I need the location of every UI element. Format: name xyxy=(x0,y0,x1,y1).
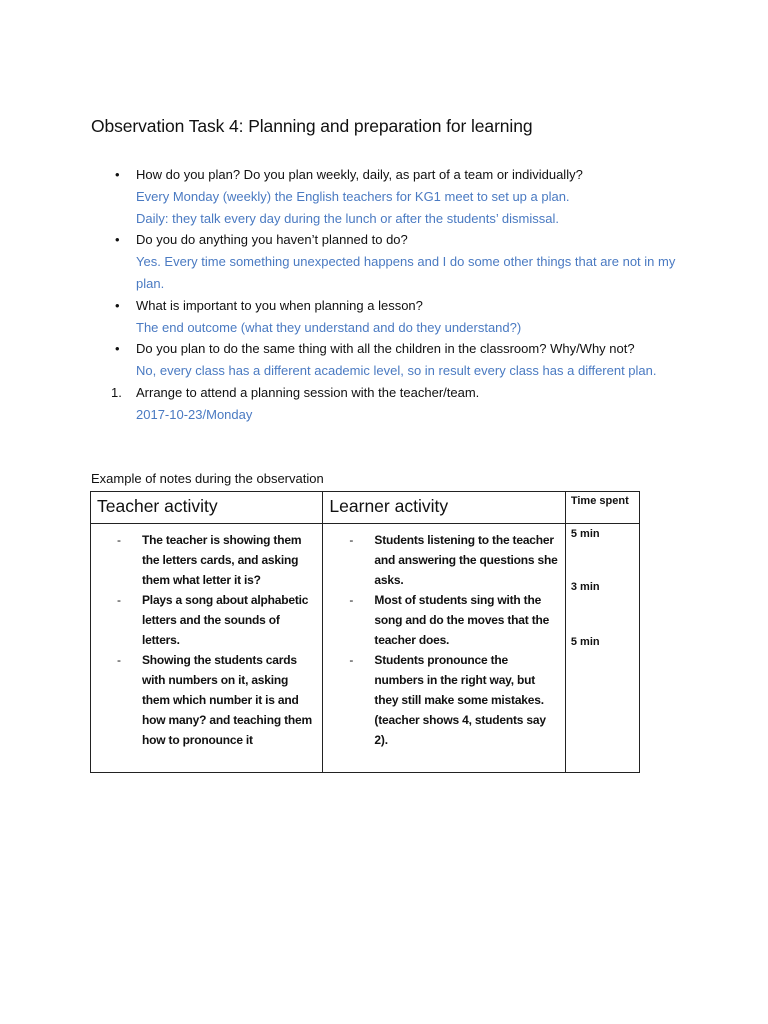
answer-text: Daily: they talk every day during the lunch or after the students’ dismissal. xyxy=(136,210,559,226)
answer-text: 2017-10-23/Monday xyxy=(136,406,253,422)
bullet-marker: • xyxy=(115,232,120,248)
teacher-activity-text: The teacher is showing them the letters cards, and asking them what letter it is? xyxy=(142,533,302,587)
dash-marker: - xyxy=(349,593,354,607)
time-spent-cell xyxy=(565,524,639,773)
answer-text: Every Monday (weekly) the English teachers for KG1 meet to set up a plan. xyxy=(136,188,570,204)
learner-activity-header: Learner activity xyxy=(323,492,565,524)
list-item xyxy=(323,590,558,650)
list-item xyxy=(91,650,316,750)
list-item xyxy=(91,164,691,229)
question-text: How do you plan? Do you plan weekly, daily, as part of a team or individually? xyxy=(136,167,583,182)
teacher-activity-list xyxy=(91,524,322,772)
teacher-activity-cell xyxy=(91,524,323,773)
teacher-activity-text: Showing the students cards with numbers on it, asking them which number it is and how many? and teaching them how to pronounce it xyxy=(142,653,312,747)
dash-marker: - xyxy=(349,653,354,667)
learner-activity-text: Students listening to the teacher and answering the questions she asks. xyxy=(374,533,558,587)
table-header-row xyxy=(91,492,640,524)
answer-text: Yes. Every time something unexpected happens and I do some other things that are not in my plan. xyxy=(136,254,676,291)
dash-marker: - xyxy=(117,593,121,607)
question-text: What is important to you when planning a lesson? xyxy=(136,297,423,313)
dash-marker: - xyxy=(117,533,121,547)
list-item xyxy=(323,650,558,750)
number-marker: 1. xyxy=(111,384,122,400)
notes-caption: Example of notes during the observation xyxy=(91,471,324,486)
time-spent-value: 5 min xyxy=(570,528,600,540)
list-item xyxy=(91,338,691,382)
list-item xyxy=(91,382,691,426)
time-spent-value: 5 min xyxy=(570,636,600,648)
answer-text: The end outcome (what they understand and do they understand?) xyxy=(136,319,522,335)
list-item xyxy=(91,295,691,339)
question-list xyxy=(91,164,691,426)
list-item xyxy=(91,590,316,650)
learner-activity-cell xyxy=(323,524,565,773)
page-title: Observation Task 4: Planning and preparation for learning xyxy=(91,116,533,136)
teacher-activity-text: Plays a song about alphabetic letters and the sounds of letters. xyxy=(142,593,309,647)
observation-table xyxy=(90,491,640,773)
list-item xyxy=(323,530,558,590)
time-spent-value: 3 min xyxy=(570,581,600,593)
question-text: Do you do anything you haven’t planned to do? xyxy=(136,232,408,248)
time-spent-header: Time spent xyxy=(565,492,639,524)
teacher-activity-header: Teacher activity xyxy=(91,492,323,524)
bullet-marker: • xyxy=(115,341,120,357)
bullet-marker: • xyxy=(115,297,120,313)
answer-text: No, every class has a different academic level, so in result every class has a different plan. xyxy=(136,363,657,379)
learner-activity-text: Most of students sing with the song and do the moves that the teacher does. xyxy=(374,593,550,647)
learner-activity-list xyxy=(323,524,564,772)
dash-marker: - xyxy=(117,653,121,667)
bullet-marker: • xyxy=(115,167,120,182)
list-item xyxy=(91,229,691,294)
learner-activity-text: Students pronounce the numbers in the right way, but they still make some mistakes. (teacher shows 4, students say 2). xyxy=(374,653,546,747)
list-item xyxy=(91,530,316,590)
dash-marker: - xyxy=(349,533,354,547)
question-text: Arrange to attend a planning session with the teacher/team. xyxy=(136,384,480,400)
table-row xyxy=(91,524,640,773)
question-text: Do you plan to do the same thing with all the children in the classroom? Why/Why not? xyxy=(136,341,635,357)
